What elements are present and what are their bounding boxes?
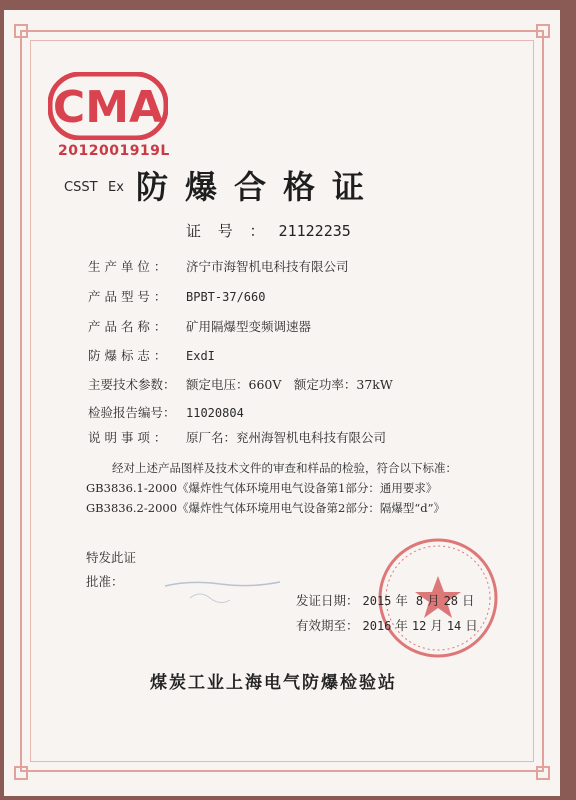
corner-ornament-bl xyxy=(14,766,28,780)
field-label: 检验报告编号： xyxy=(88,405,176,420)
approval-label: 批准： xyxy=(86,574,124,589)
issue-month: 8 xyxy=(415,594,424,608)
field-value: 原厂名：兖州海智机电科技有限公司 xyxy=(186,430,387,445)
issue-year-unit: 年 xyxy=(395,593,408,608)
title-prefix-ex: Ex xyxy=(108,180,124,195)
issuing-authority: 煤炭工业上海电气防爆检验站 xyxy=(150,673,397,693)
signature xyxy=(160,578,300,618)
field-value: 济宁市海智机电科技有限公司 xyxy=(186,259,349,274)
field-label: 产 品 名 称 ： xyxy=(88,319,167,334)
title-prefix-csst: CSST xyxy=(64,180,98,195)
issue-date xyxy=(296,591,475,609)
expiry-date-label: 有效期至： xyxy=(296,618,359,633)
issue-date-label: 发证日期： xyxy=(296,593,359,608)
field-value: 额定电压：660V 额定功率：37kW xyxy=(186,377,393,392)
field-value: BPBT-37/660 xyxy=(186,290,266,304)
field-manufacturer xyxy=(88,257,349,275)
issue-year: 2015 xyxy=(362,594,392,608)
expiry-month: 12 xyxy=(411,619,427,633)
cert-number-value: 21122235 xyxy=(278,222,351,240)
expiry-day-unit: 日 xyxy=(465,618,478,633)
statement: 经对上述产品图样及技术文件的审查和样品的检验，符合以下标准： xyxy=(112,461,457,475)
corner-ornament-tl xyxy=(14,24,28,38)
cert-number xyxy=(186,220,351,241)
issue-day: 28 xyxy=(443,594,459,608)
special-issue: 特发此证 xyxy=(86,550,137,565)
field-product-name xyxy=(88,317,311,335)
field-explosion-mark xyxy=(88,346,215,364)
standard-2: GB3836.2-2000《爆炸性气体环境用电气设备第2部分：隔爆型“d”》 xyxy=(86,501,445,515)
page-title: 防爆合格证 xyxy=(136,168,382,206)
expiry-day: 14 xyxy=(446,619,462,633)
field-notes xyxy=(88,428,386,446)
field-tech-params xyxy=(88,375,393,393)
field-label: 产 品 型 号 ： xyxy=(88,289,167,304)
cma-logo-text: CMA xyxy=(52,82,164,133)
cma-logo xyxy=(48,72,168,140)
expiry-year-unit: 年 xyxy=(395,618,408,633)
standard-1: GB3836.1-2000《爆炸性气体环境用电气设备第1部分：通用要求》 xyxy=(86,481,438,495)
field-model xyxy=(88,287,265,305)
field-report-no xyxy=(88,403,244,421)
title-row xyxy=(64,162,484,212)
issue-day-unit: 日 xyxy=(462,593,475,608)
field-label: 说 明 事 项 ： xyxy=(88,430,167,445)
expiry-year: 2016 xyxy=(362,619,392,633)
corner-ornament-br xyxy=(536,766,550,780)
field-value: 11020804 xyxy=(186,406,244,420)
cma-code: 2012001919L xyxy=(58,143,170,159)
expiry-month-unit: 月 xyxy=(430,618,443,633)
cert-number-label: 证 号 ： xyxy=(186,222,271,240)
field-label: 防 爆 标 志 ： xyxy=(88,348,167,363)
field-label: 生 产 单 位 ： xyxy=(88,259,167,274)
field-value: ExdI xyxy=(186,349,215,363)
expiry-date xyxy=(296,616,478,634)
field-value: 矿用隔爆型变频调速器 xyxy=(186,319,312,334)
issue-month-unit: 月 xyxy=(427,593,440,608)
field-label: 主要技术参数： xyxy=(88,377,176,392)
corner-ornament-tr xyxy=(536,24,550,38)
